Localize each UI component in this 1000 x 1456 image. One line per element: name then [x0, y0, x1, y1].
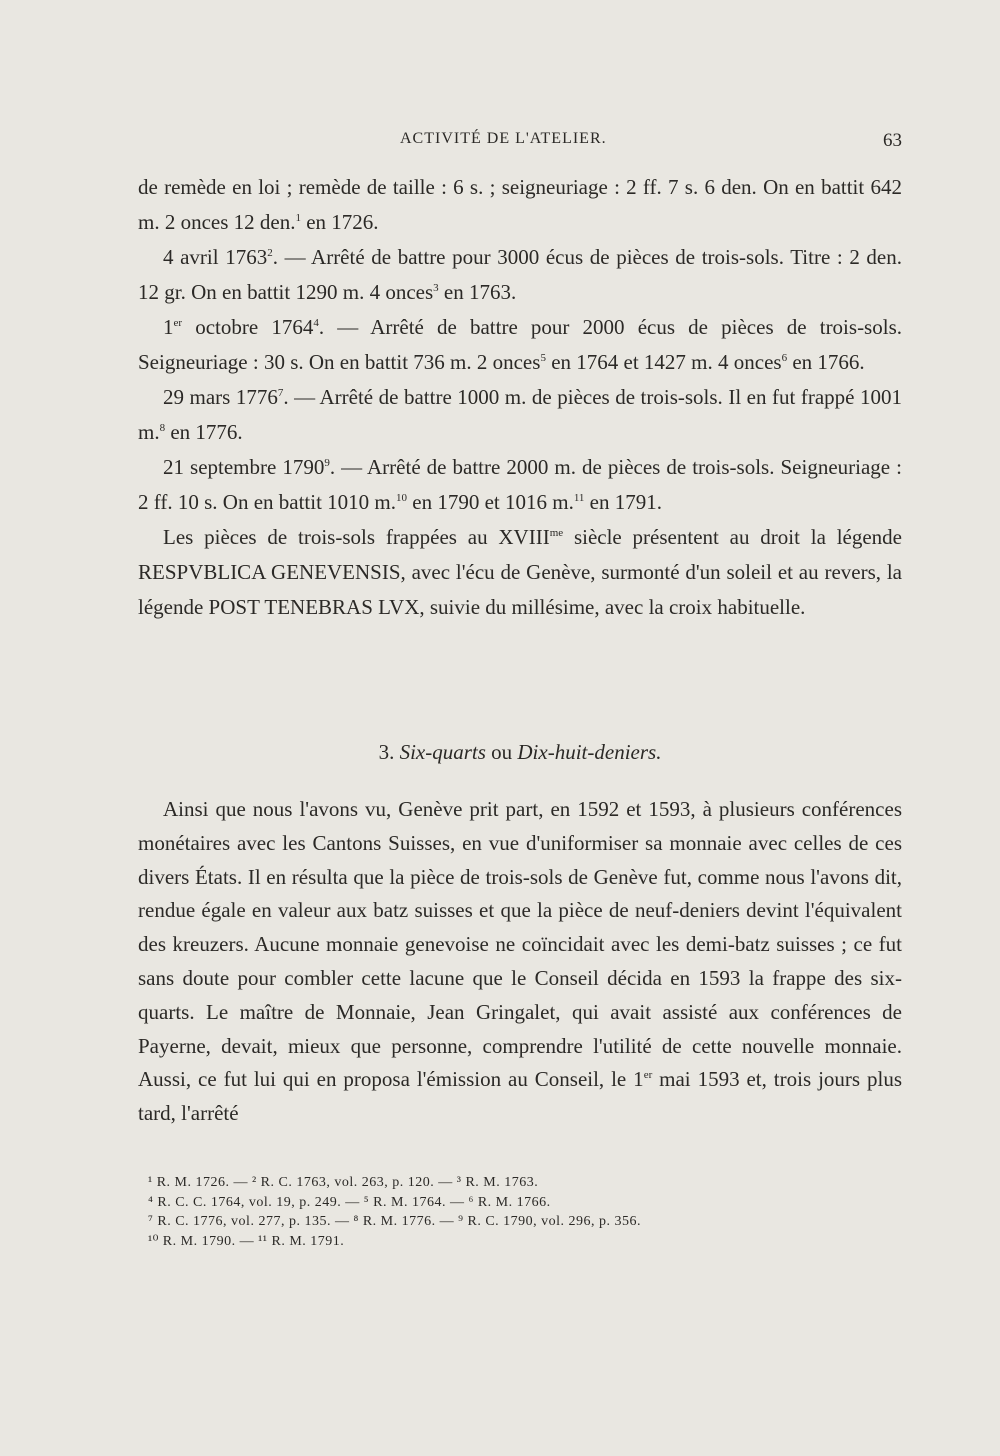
text-run: octobre 1764 [182, 315, 314, 339]
text-run: 29 mars 1776 [163, 385, 278, 409]
footnote-ref: 1 [295, 212, 301, 224]
footnote-ref: 3 [433, 282, 439, 294]
text-run: mai 1593 et, trois jours plus tard, l'arrêté [138, 1067, 902, 1126]
text-run: . — Arrêté de battre pour 2000 écus de pièces de trois-sols. Seigneuriage : 30 s. On en battit 736 m. 2 onces [138, 315, 902, 374]
text-run: . — Arrêté de battre 2000 m. de pièces de trois-sols. Seigneuriage : 2 ff. 10 s. On en battit 1010 m. [138, 455, 902, 514]
footnotes [148, 1173, 888, 1251]
text-run: en 1791. [584, 490, 662, 514]
text-run: 1 [163, 315, 174, 339]
text-run: siècle présentent au droit la légende RESPVBLICA GENEVENSIS, avec l'écu de Genève, surmonté d'un soleil et au revers, la légende POST TENEBRAS LVX, suivie du millésime, avec la croix habituelle. [138, 525, 902, 619]
paragraph [138, 450, 902, 520]
running-header [138, 130, 902, 160]
section-title-b: Dix-huit-deniers. [517, 740, 662, 764]
section-heading [138, 740, 902, 765]
text-run: en 1763. [438, 280, 517, 304]
text-run: . — Arrêté de battre 1000 m. de pièces de trois-sols. Il en fut frappé 1001 m. [138, 385, 902, 444]
text-run: de remède en loi ; remède de taille : 6 s. ; seigneuriage : 2 ff. 7 s. 6 den. On en battit 642 m. 2 onces 12 den. [138, 175, 902, 234]
paragraph [138, 380, 902, 450]
section-number: 3. [378, 740, 395, 764]
running-title: ACTIVITÉ DE L'ATELIER. [400, 130, 607, 147]
paragraph [138, 310, 902, 380]
body-text-lower [138, 793, 902, 1131]
text-run: . — Arrêté de battre pour 3000 écus de pièces de trois-sols. Titre : 2 den. 12 gr. On en battit 1290 m. 4 onces [138, 245, 903, 304]
section-connector: ou [491, 740, 513, 764]
footnote-ref: 6 [781, 352, 788, 364]
footnote-ref: 10 [396, 492, 408, 504]
footnote-ref: 4 [313, 317, 319, 329]
footnote-ref: me [549, 527, 564, 539]
text-run: en 1764 et 1427 m. 4 onces [545, 350, 782, 374]
page-number: 63 [883, 130, 902, 151]
footnote-ref: er [173, 317, 183, 329]
footnote-ref: 5 [540, 352, 546, 364]
footnote-line: ⁷ R. C. 1776, vol. 277, p. 135. — ⁸ R. M. 1776. — ⁹ R. C. 1790, vol. 296, p. 356. [148, 1214, 642, 1229]
footnote-ref: er [643, 1069, 653, 1082]
text-run: en 1790 et 1016 m. [407, 490, 574, 514]
footnote-ref: 8 [159, 422, 166, 434]
section-title-a: Six-quarts [399, 740, 486, 764]
paragraph [138, 793, 902, 1131]
text-run: en 1776. [165, 420, 243, 444]
footnote-ref: 2 [267, 247, 273, 259]
text-run: 4 avril 1763 [163, 245, 268, 269]
footnote-ref: 7 [277, 387, 284, 399]
footnote-ref: 11 [573, 492, 585, 504]
text-run: en 1766. [787, 350, 865, 374]
text-run: 21 septembre 1790 [163, 455, 325, 479]
footnote-line: ⁴ R. C. C. 1764, vol. 19, p. 249. — ⁵ R. M. 1764. — ⁶ R. M. 1766. [148, 1194, 551, 1210]
footnote-line: ¹ R. M. 1726. — ² R. C. 1763, vol. 263, p. 120. — ³ R. M. 1763. [148, 1175, 539, 1190]
paragraph [138, 170, 902, 240]
paragraph [138, 520, 902, 625]
paragraph [138, 240, 902, 310]
footnote-ref: 9 [324, 457, 330, 469]
text-run: Les pièces de trois-sols frappées au XVIII [163, 525, 550, 549]
text-run: en 1726. [300, 210, 379, 234]
text-run: Ainsi que nous l'avons vu, Genève prit part, en 1592 et 1593, à plusieurs conférences monétaires avec les Cantons Suisses, en vue d'uniformiser sa monnaie avec celles de ces divers États. Il en résulta que la pièce de trois-sols de Genève fut, comme nous l'avons dit, rendue égale en valeur aux batz suisses et que la pièce de neuf-deniers devint l'équivalent des kreuzers. Aucune monnaie genevoise ne coïncidait avec les demi-batz suisses ; ce fut sans doute pour combler cette lacune que le Conseil décida en 1593 la frappe des six-quarts. Le maître de Monnaie, Jean Gringalet, qui avait assisté aux conférences de Payerne, devait, mieux que personne, comprendre l'utilité de cette nouvelle monnaie. Aussi, ce fut lui qui en proposa l'émission au Conseil, le 1 [138, 797, 902, 1092]
body-text-upper [138, 170, 902, 625]
footnote-line: ¹⁰ R. M. 1790. — ¹¹ R. M. 1791. [148, 1233, 345, 1249]
